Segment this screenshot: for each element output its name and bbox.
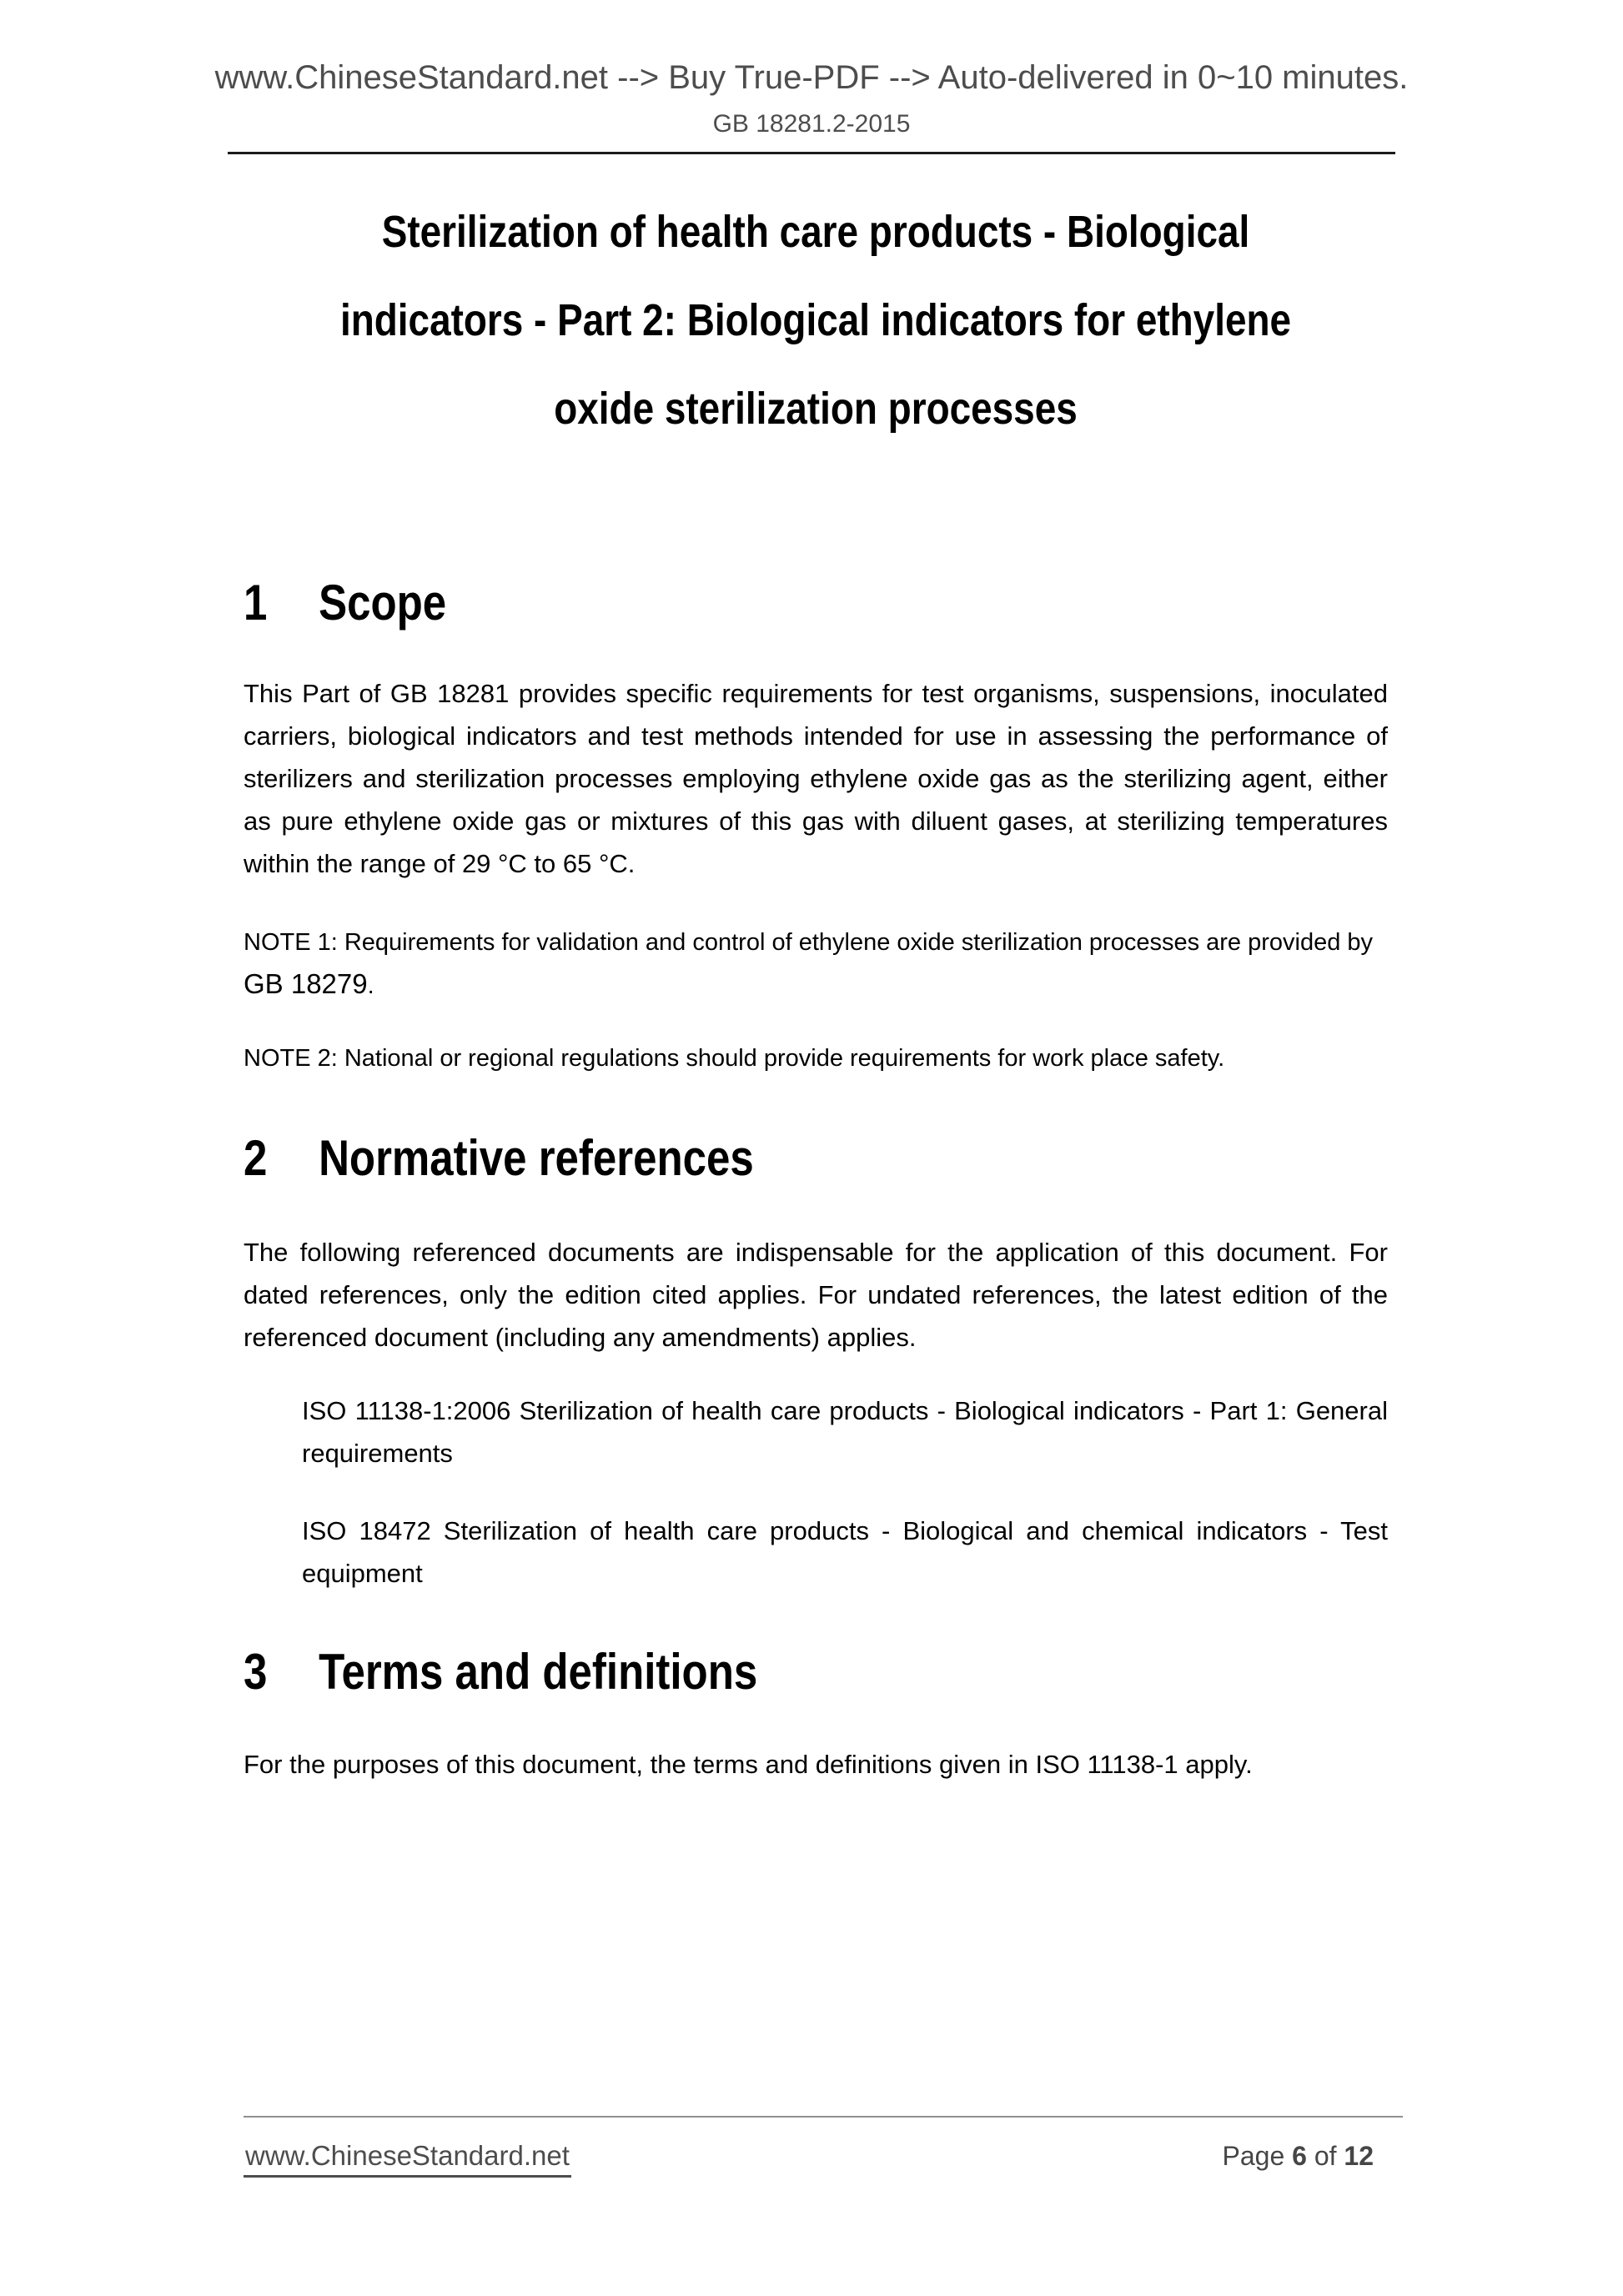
section-number: 1 <box>244 575 268 631</box>
note-1 <box>244 922 1388 1007</box>
section-title: Normative references <box>319 1130 754 1186</box>
reference-iso-18472: ISO 18472 Sterilization of health care products - Biological and chemical indicators - Test equipment <box>302 1516 1388 1588</box>
terms-paragraph: For the purposes of this document, the terms and definitions given in ISO 11138-1 apply. <box>244 1750 1253 1779</box>
section-scope <box>244 574 1388 1079</box>
page-word: Page <box>1222 2141 1285 2171</box>
note-1-text: NOTE 1: Requirements for validation and control of ethylene oxide sterilization processes are provided by <box>244 929 1374 956</box>
document-body <box>244 188 1388 1786</box>
section-number: 3 <box>244 1644 268 1700</box>
standard-code: GB 18281.2-2015 <box>712 110 911 138</box>
footer-row <box>244 2139 1374 2178</box>
current-page-number: 6 <box>1292 2141 1307 2171</box>
note-2: NOTE 2: National or regional regulations should provide requirements for work place safety. <box>244 1045 1225 1072</box>
header-divider <box>228 152 1395 154</box>
section-title: Terms and definitions <box>319 1644 758 1700</box>
section-title: Scope <box>319 575 447 631</box>
reference-iso-11138: ISO 11138-1:2006 Sterilization of health care products - Biological indicators - Part 1: General requirements <box>302 1396 1388 1468</box>
title-line-2: indicators - Part 2: Biological indicators for ethylene <box>339 295 1292 345</box>
normative-references-paragraph: The following referenced documents are indispensable for the application of this document. For dated references, only the edition cited applies. For undated references, the latest edition of the referenced document (including any amendments) applies. <box>244 1238 1388 1352</box>
header-promo-text: www.ChineseStandard.net --> Buy True-PDF --> Auto-delivered in 0~10 minutes. <box>214 59 1409 96</box>
page-header <box>0 0 1623 154</box>
note-1-period: . <box>367 972 374 999</box>
document-title <box>329 188 1302 453</box>
section-heading-normative-references <box>244 1129 1216 1188</box>
section-heading-scope <box>244 574 1216 632</box>
total-page-number: 12 <box>1344 2141 1374 2171</box>
section-heading-terms <box>244 1643 1216 1701</box>
section-normative-references <box>244 1129 1388 1595</box>
section-terms-and-definitions <box>244 1643 1388 1786</box>
of-word: of <box>1314 2141 1337 2171</box>
title-line-3: oxide sterilization processes <box>554 384 1078 434</box>
title-line-1: Sterilization of health care products - Biological <box>381 207 1250 257</box>
scope-paragraph: This Part of GB 18281 provides specific requirements for test organisms, suspensions, inoculated carriers, biological indicators and test methods intended for use in assessing the performance of sterilizers and sterilization processes employing ethylene oxide gas as the sterilizing agent, either as pure ethylene oxide gas or mixtures of this gas with diluent gases, at sterilizing temperatures within the range of 29 °C to 65 °C. <box>244 679 1388 878</box>
page-indicator <box>1223 2139 1374 2173</box>
footer-divider <box>244 2116 1403 2118</box>
site-link[interactable]: www.ChineseStandard.net <box>244 2139 571 2178</box>
note-1-standard-ref: GB 18279 <box>244 968 368 999</box>
section-number: 2 <box>244 1130 268 1186</box>
